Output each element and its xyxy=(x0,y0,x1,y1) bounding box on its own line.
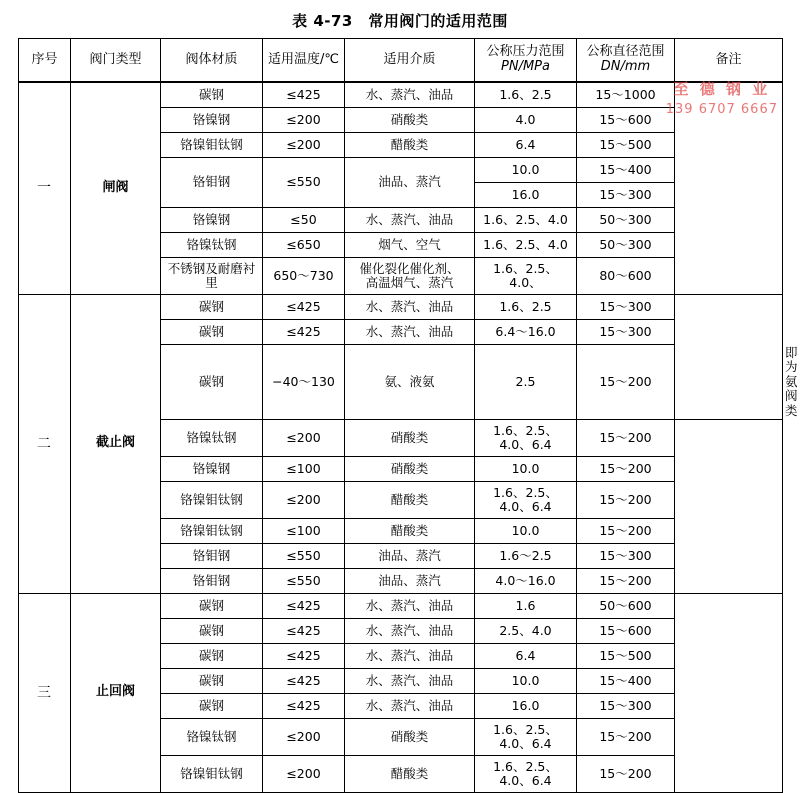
cell-pressure: 2.5、4.0 xyxy=(475,618,577,643)
cell-diameter: 15～400 xyxy=(577,668,675,693)
cell-temperature: ≤425 xyxy=(263,618,345,643)
table-body xyxy=(19,82,798,792)
cell-pressure: 10.0 xyxy=(475,456,577,481)
cell-diameter: 15～1000 xyxy=(577,82,675,108)
cell-diameter: 15～200 xyxy=(577,345,675,420)
cell-medium: 硝酸类 xyxy=(345,108,475,133)
cell-diameter: 15～300 xyxy=(577,320,675,345)
cell-pressure: 1.6、2.5、 4.0、6.4 xyxy=(475,481,577,518)
cell-material: 碳钢 xyxy=(161,693,263,718)
table-row xyxy=(19,82,783,108)
cell-diameter: 15～400 xyxy=(577,158,675,183)
cell-material: 铬镍钼钛钢 xyxy=(161,133,263,158)
cell-diameter: 50～600 xyxy=(577,593,675,618)
header-pressure-range xyxy=(475,39,577,83)
cell-pressure: 1.6、2.5、 4.0、6.4 xyxy=(475,755,577,792)
cell-medium: 硝酸类 xyxy=(345,456,475,481)
cell-diameter: 80～600 xyxy=(577,258,675,295)
table-header xyxy=(19,39,783,83)
cell-remark xyxy=(675,593,783,792)
cell-pressure: 16.0 xyxy=(475,183,577,208)
cell-material: 碳钢 xyxy=(161,345,263,420)
cell-pressure: 6.4 xyxy=(475,643,577,668)
cell-medium: 水、蒸汽、油品 xyxy=(345,295,475,320)
cell-diameter: 15～500 xyxy=(577,133,675,158)
cell-pressure: 1.6～2.5 xyxy=(475,543,577,568)
cell-diameter: 15～200 xyxy=(577,755,675,792)
cell-pressure: 1.6、2.5、 4.0、6.4 xyxy=(475,718,577,755)
watermark-phone: 139 6707 6667 xyxy=(665,102,778,117)
header-diameter-label: 公称直径范围 xyxy=(586,44,665,60)
cell-material: 铬镍钛钢 xyxy=(161,233,263,258)
cell-medium: 水、蒸汽、油品 xyxy=(345,693,475,718)
cell-medium: 油品、蒸汽 xyxy=(345,568,475,593)
cell-temperature: ≤425 xyxy=(263,643,345,668)
table-row xyxy=(19,593,783,618)
group-valve-type: 闸阀 xyxy=(71,82,161,295)
header-diameter-range xyxy=(577,39,675,83)
header-medium: 适用介质 xyxy=(345,39,475,83)
header-pressure-unit: PN/MPa xyxy=(501,59,550,74)
cell-remark xyxy=(675,295,783,420)
cell-temperature: ≤425 xyxy=(263,295,345,320)
table-row xyxy=(19,295,783,320)
cell-diameter: 15～200 xyxy=(577,718,675,755)
cell-diameter: 15～600 xyxy=(577,618,675,643)
cell-material: 铬钼钢 xyxy=(161,158,263,208)
page-title: 表 4-73 常用阀门的适用范围 xyxy=(292,12,508,30)
cell-medium: 水、蒸汽、油品 xyxy=(345,643,475,668)
cell-medium: 油品、蒸汽 xyxy=(345,543,475,568)
cell-temperature: ≤50 xyxy=(263,208,345,233)
cell-temperature: ≤550 xyxy=(263,568,345,593)
cell-temperature: ≤425 xyxy=(263,668,345,693)
group-valve-type: 截止阀 xyxy=(71,295,161,594)
cell-medium: 氨、液氨 xyxy=(345,345,475,420)
cell-medium: 水、蒸汽、油品 xyxy=(345,668,475,693)
header-remark: 备注 xyxy=(675,39,783,83)
cell-temperature: ≤425 xyxy=(263,593,345,618)
cell-diameter: 15～300 xyxy=(577,693,675,718)
cell-medium: 硝酸类 xyxy=(345,718,475,755)
cell-diameter: 50～300 xyxy=(577,233,675,258)
cell-pressure: 1.6、2.5、4.0 xyxy=(475,233,577,258)
cell-temperature: ≤550 xyxy=(263,158,345,208)
cell-temperature: ≤425 xyxy=(263,693,345,718)
cell-medium: 醋酸类 xyxy=(345,133,475,158)
cell-pressure: 1.6、2.5 xyxy=(475,82,577,108)
cell-medium: 水、蒸汽、油品 xyxy=(345,208,475,233)
cell-diameter: 50～300 xyxy=(577,208,675,233)
cell-material: 碳钢 xyxy=(161,643,263,668)
cell-material: 不锈钢及耐磨衬里 xyxy=(161,258,263,295)
cell-diameter: 15～600 xyxy=(577,108,675,133)
cell-medium: 水、蒸汽、油品 xyxy=(345,618,475,643)
cell-pressure: 1.6、2.5、4.0、 xyxy=(475,258,577,295)
cell-pressure: 1.6、2.5、4.0 xyxy=(475,208,577,233)
cell-temperature: −40～130 xyxy=(263,345,345,420)
cell-pressure: 10.0 xyxy=(475,668,577,693)
cell-temperature: ≤550 xyxy=(263,543,345,568)
cell-pressure: 1.6、2.5 xyxy=(475,295,577,320)
cell-material: 铬镍钢 xyxy=(161,108,263,133)
cell-medium: 烟气、空气 xyxy=(345,233,475,258)
cell-material: 铬钼钢 xyxy=(161,568,263,593)
cell-temperature: ≤425 xyxy=(263,320,345,345)
cell-pressure: 10.0 xyxy=(475,158,577,183)
cell-pressure: 6.4 xyxy=(475,133,577,158)
valve-application-table xyxy=(18,38,798,793)
cell-material: 碳钢 xyxy=(161,618,263,643)
cell-temperature: ≤200 xyxy=(263,718,345,755)
cell-pressure: 1.6 xyxy=(475,593,577,618)
cell-medium: 硝酸类 xyxy=(345,419,475,456)
header-body-material: 阀体材质 xyxy=(161,39,263,83)
cell-diameter: 15～200 xyxy=(577,518,675,543)
cell-pressure: 4.0～16.0 xyxy=(475,568,577,593)
cell-temperature: ≤650 xyxy=(263,233,345,258)
cell-medium: 醋酸类 xyxy=(345,755,475,792)
table-row: 碳钢 −40～130 氨、液氨 2.5 15～200 即为氨阀类 xyxy=(19,345,783,420)
cell-pressure: 2.5 xyxy=(475,345,577,420)
cell-remark xyxy=(675,82,783,295)
header-temperature: 适用温度/℃ xyxy=(263,39,345,83)
header-pressure-label: 公称压力范围 xyxy=(486,44,565,60)
cell-remark xyxy=(675,419,783,593)
cell-temperature: ≤100 xyxy=(263,518,345,543)
cell-temperature: ≤200 xyxy=(263,481,345,518)
cell-diameter: 15～300 xyxy=(577,295,675,320)
header-diameter-unit: DN/mm xyxy=(600,59,651,74)
cell-pressure: 1.6、2.5、 4.0、6.4 xyxy=(475,419,577,456)
cell-temperature: ≤100 xyxy=(263,456,345,481)
cell-material: 铬镍钛钢 xyxy=(161,419,263,456)
cell-material: 铬镍钢 xyxy=(161,456,263,481)
cell-temperature: ≤200 xyxy=(263,133,345,158)
cell-material: 铬镍钼钛钢 xyxy=(161,481,263,518)
cell-diameter: 15～300 xyxy=(577,183,675,208)
cell-temperature: ≤200 xyxy=(263,755,345,792)
cell-temperature: ≤200 xyxy=(263,419,345,456)
cell-pressure: 10.0 xyxy=(475,518,577,543)
group-valve-type: 止回阀 xyxy=(71,593,161,792)
cell-material: 碳钢 xyxy=(161,295,263,320)
cell-pressure: 4.0 xyxy=(475,108,577,133)
cell-diameter: 15～200 xyxy=(577,481,675,518)
cell-medium: 醋酸类 xyxy=(345,518,475,543)
cell-diameter: 15～300 xyxy=(577,543,675,568)
cell-pressure: 6.4～16.0 xyxy=(475,320,577,345)
cell-diameter: 15～200 xyxy=(577,456,675,481)
group-seq: 二 xyxy=(19,295,71,594)
cell-diameter: 15～500 xyxy=(577,643,675,668)
cell-temperature: ≤425 xyxy=(263,82,345,108)
cell-diameter: 15～200 xyxy=(577,568,675,593)
cell-material: 碳钢 xyxy=(161,82,263,108)
cell-material: 碳钢 xyxy=(161,668,263,693)
group-seq: 一 xyxy=(19,82,71,295)
cell-material: 铬镍钼钛钢 xyxy=(161,518,263,543)
cell-material: 铬镍钛钢 xyxy=(161,718,263,755)
cell-material: 碳钢 xyxy=(161,593,263,618)
cell-material: 铬镍钼钛钢 xyxy=(161,755,263,792)
cell-pressure: 16.0 xyxy=(475,693,577,718)
header-seq: 序号 xyxy=(19,39,71,83)
cell-medium: 水、蒸汽、油品 xyxy=(345,593,475,618)
cell-diameter: 15～200 xyxy=(577,419,675,456)
watermark-brand: 至 德 钢 业 xyxy=(673,80,771,98)
header-valve-type: 阀门类型 xyxy=(71,39,161,83)
cell-temperature: ≤200 xyxy=(263,108,345,133)
cell-material: 碳钢 xyxy=(161,320,263,345)
cell-medium: 油品、蒸汽 xyxy=(345,158,475,208)
group-seq: 三 xyxy=(19,593,71,792)
cell-medium: 水、蒸汽、油品 xyxy=(345,82,475,108)
cell-medium: 醋酸类 xyxy=(345,481,475,518)
cell-temperature: 650～730 xyxy=(263,258,345,295)
cell-medium: 催化裂化催化剂、 高温烟气、蒸汽 xyxy=(345,258,475,295)
cell-material: 铬镍钢 xyxy=(161,208,263,233)
cell-medium: 水、蒸汽、油品 xyxy=(345,320,475,345)
cell-material: 铬钼钢 xyxy=(161,543,263,568)
